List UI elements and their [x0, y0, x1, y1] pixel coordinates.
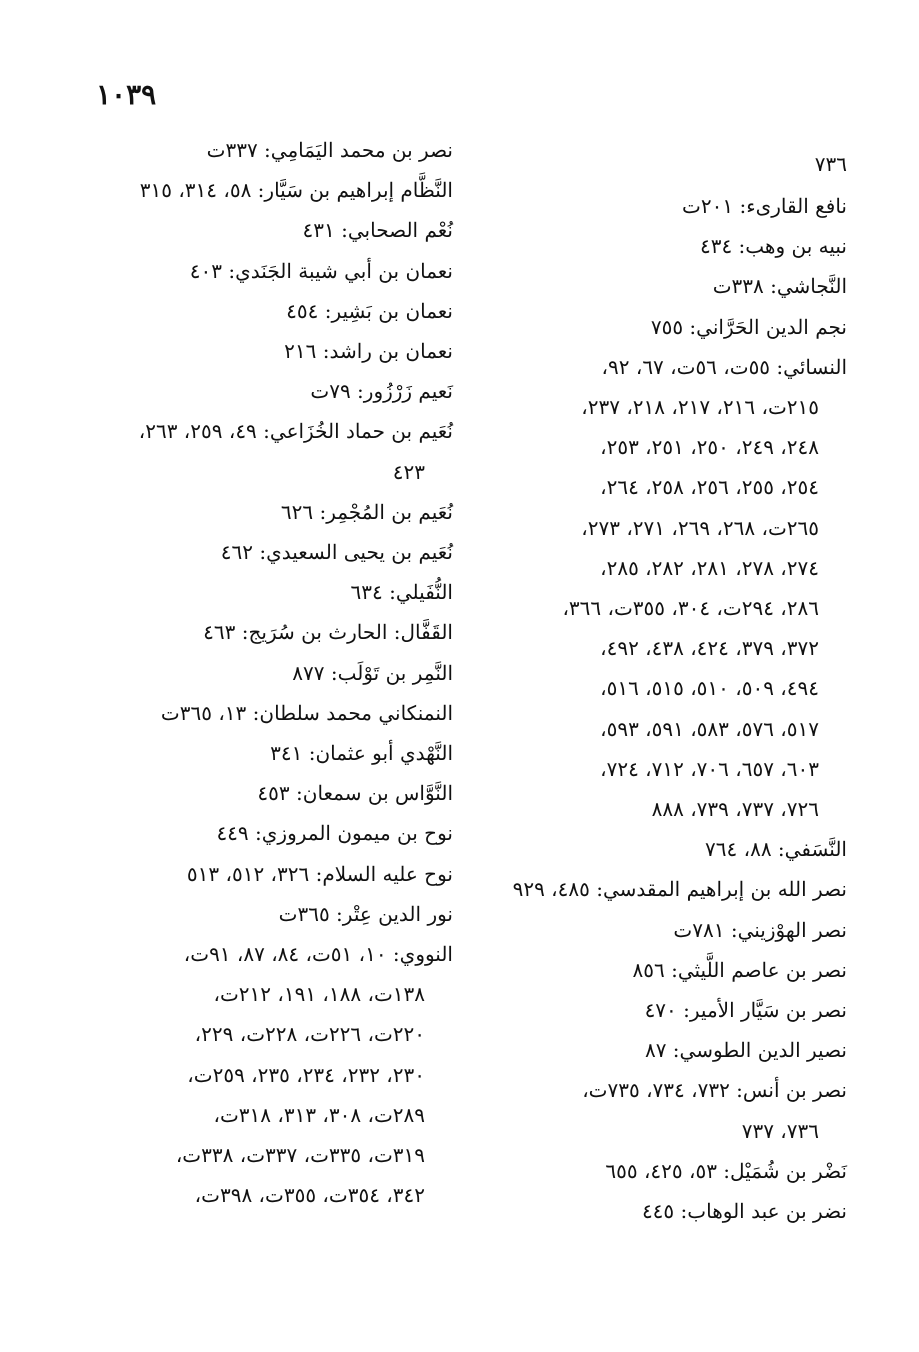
index-entry-continuation: ٤٢٣ [392, 459, 425, 484]
index-entry: نصر بن أنس: ٧٣٢، ٧٣٤، ٧٣٥ت، [582, 1078, 847, 1103]
index-entry-continuation: ٣٤٢، ٣٥٤ت، ٣٥٥ت، ٣٩٨ت، [194, 1183, 425, 1208]
index-entry: نجم الدين الحَرَّاني: ٧٥٥ [650, 314, 847, 339]
index-entry: نوح عليه السلام: ٣٢٦، ٥١٢، ٥١٣ [186, 861, 453, 886]
index-entry-continuation: ٢٢٠ت، ٢٢٦ت، ٢٢٨ت، ٢٢٩، [194, 1022, 425, 1047]
index-entry: نعمان بن بَشِير: ٤٥٤ [286, 298, 453, 323]
index-entry-continuation: ١٣٨ت، ١٨٨، ١٩١، ٢١٢ت، [213, 982, 425, 1007]
index-entry: النووي: ١٠، ٥١ت، ٨٤، ٨٧، ٩١ت، [183, 942, 453, 967]
index-entry: نُعَيم بن حماد الخُزَاعي: ٤٩، ٢٥٩، ٢٦٣، [138, 419, 453, 444]
index-entry: نَضْر بن شُمَيْل: ٥٣، ٤٢٥، ٦٥٥ [605, 1158, 847, 1183]
index-entry: نُعَيم بن يحيى السعيدي: ٤٦٢ [220, 540, 453, 565]
index-entry-continuation: ٧٢٦، ٧٣٧، ٧٣٩، ٨٨٨ [651, 797, 819, 822]
index-entry: نبيه بن وهب: ٤٣٤ [699, 234, 847, 259]
index-entry-continuation: ٢٧٤، ٢٧٨، ٢٨١، ٢٨٢، ٢٨٥، [600, 555, 819, 580]
index-entry-continuation: ٢١٥ت، ٢١٦، ٢١٧، ٢١٨، ٢٣٧، [581, 395, 819, 420]
index-entry: نضر بن عبد الوهاب: ٤٤٥ [641, 1199, 847, 1224]
index-entry-continuation: ٢٨٦، ٢٩٤ت، ٣٠٤، ٣٥٥ت، ٣٦٦، [562, 596, 819, 621]
index-entry: نعمان بن راشد: ٢١٦ [284, 339, 453, 364]
index-entry: نصر الهوْزيني: ٧٨١ت [673, 917, 847, 942]
index-entry-continuation: ٢٤٨، ٢٤٩، ٢٥٠، ٢٥١، ٢٥٣، [600, 435, 819, 460]
index-entry-continuation: ٥١٧، ٥٧٦، ٥٨٣، ٥٩١، ٥٩٣، [600, 716, 819, 741]
index-entry: نُعْم الصحابي: ٤٣١ [302, 218, 453, 243]
index-entry: نور الدين عِتْر: ٣٦٥ت [278, 901, 453, 926]
index-entry: القَفَّال: الحارث بن سُرَيج: ٤٦٣ [203, 620, 453, 645]
page-number: ١٠٣٩ [96, 78, 157, 111]
index-entry: النَّمِر بن تَوْلَب: ٨٧٧ [292, 660, 453, 685]
index-entry: نوح بن ميمون المروزي: ٤٤٩ [216, 821, 453, 846]
index-entry-continuation: ٦٠٣، ٦٥٧، ٧٠٦، ٧١٢، ٧٢٤، [600, 756, 819, 781]
index-entry: نَعيم زَرْزُور: ٧٩ت [310, 379, 453, 404]
index-entry: نافع القارىء: ٢٠١ت [682, 194, 847, 218]
index-entry-continuation: ٤٩٤، ٥٠٩، ٥١٠، ٥١٥، ٥١٦، [600, 676, 819, 701]
index-entry: نصر بن عاصم اللَّيثي: ٨٥٦ [632, 957, 847, 982]
index-entry-continuation: ٢٥٤، ٢٥٥، ٢٥٦، ٢٥٨، ٢٦٤، [600, 475, 819, 500]
index-entry: النسائي: ٥٥ت، ٥٦ت، ٦٧، ٩٢، [601, 354, 847, 379]
index-entry: نصر بن محمد اليَمَامِي: ٣٣٧ت [206, 138, 453, 162]
index-entry-continuation: ٢٦٥ت، ٢٦٨، ٢٦٩، ٢٧١، ٢٧٣، [581, 515, 819, 540]
index-entry: نصير الدين الطوسي: ٨٧ [644, 1038, 847, 1063]
index-entry-continuation: ٣٧٢، ٣٧٩، ٤٢٤، ٤٣٨، ٤٩٢، [600, 636, 819, 661]
index-entry: النَّسَفي: ٨٨، ٧٦٤ [705, 837, 847, 862]
index-entry-continuation: ٧٣٦، ٧٣٧ [741, 1118, 819, 1143]
index-entry: النَّظَّام إبراهيم بن سَيَّار: ٥٨، ٣١٤، ٣١٥ [139, 178, 453, 203]
index-entry: النَّهْدي أبو عثمان: ٣٤١ [270, 741, 453, 766]
index-entry: نُعَيم بن المُجْمِر: ٦٢٦ [280, 499, 453, 524]
index-entry: النَّجاشي: ٣٣٨ت [712, 274, 847, 299]
index-entry: نعمان بن أبي شيبة الجَنَدي: ٤٠٣ [189, 258, 453, 283]
index-entry-continuation: ٢٣٠، ٢٣٢، ٢٣٤، ٢٣٥، ٢٥٩ت، [187, 1062, 425, 1087]
index-entry: النُّفَيلي: ٦٣٤ [350, 580, 453, 605]
index-entry: النمنكاني محمد سلطان: ١٣، ٣٦٥ت [160, 700, 453, 725]
index-entry-continuation: ٣١٩ت، ٣٣٥ت، ٣٣٧ت، ٣٣٨ت، [175, 1143, 425, 1168]
index-column-left [93, 130, 453, 1215]
index-column-right [487, 142, 847, 1231]
index-entries-right [487, 186, 847, 1231]
index-entry: نصر الله بن إبراهيم المقدسي: ٤٨٥، ٩٢٩ [512, 877, 847, 902]
index-entry-continuation: ٢٨٩ت، ٣٠٨، ٣١٣، ٣١٨ت، [213, 1102, 425, 1127]
index-entries-left [93, 130, 453, 1215]
index-entry: النَّوَّاس بن سمعان: ٤٥٣ [257, 781, 453, 806]
continued-page-ref: ٧٣٦ [814, 152, 847, 176]
index-entry: نصر بن سَيَّار الأمير: ٤٧٠ [644, 998, 847, 1023]
